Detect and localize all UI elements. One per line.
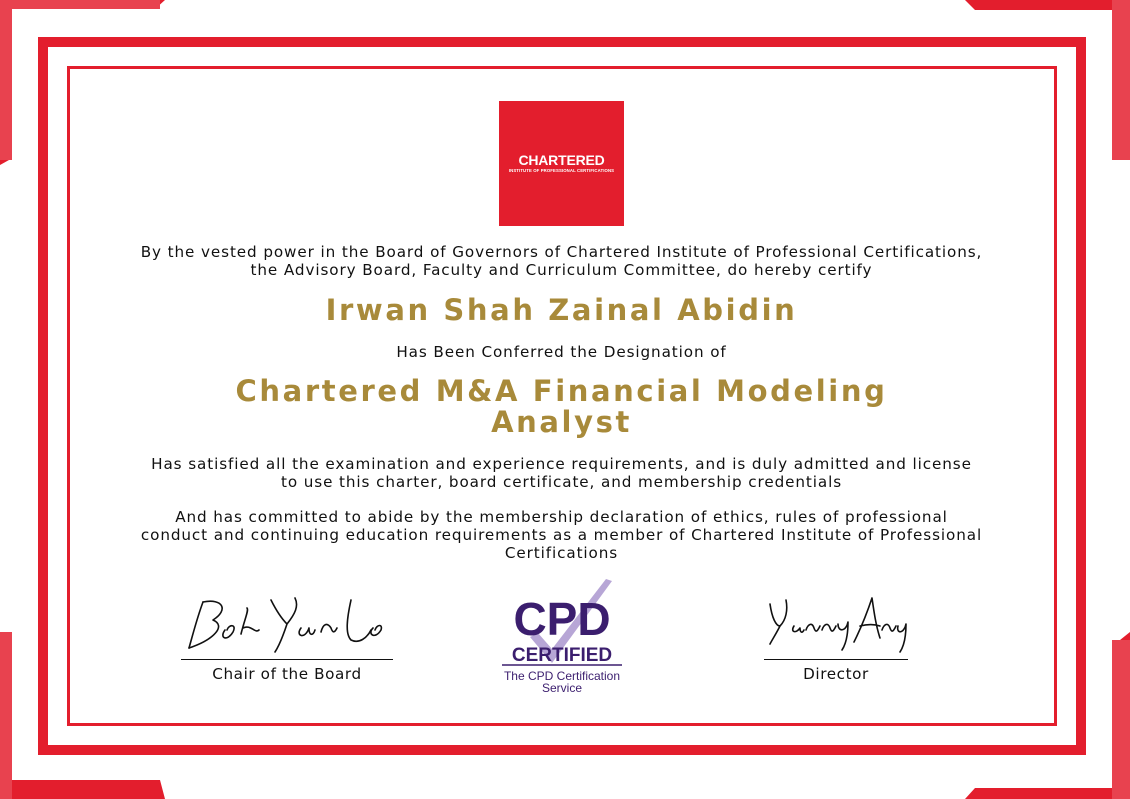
requirements-text: Has satisfied all the examination and experience requirements, and is duly admitted and license to use this charter, board certificate, and membership credentials bbox=[151, 455, 972, 491]
recipient-name: Irwan Shah Zainal Abidin bbox=[325, 293, 798, 327]
chair-title: Chair of the Board bbox=[212, 665, 362, 683]
director-signature bbox=[764, 590, 910, 658]
chair-signature bbox=[183, 590, 393, 658]
preamble-text: By the vested power in the Board of Governors of Chartered Institute of Professional Certifications, the Advisory Board, Faculty and Curriculum Committee, do hereby certify bbox=[140, 243, 983, 279]
conferred-text: Has Been Conferred the Designation of bbox=[396, 343, 727, 361]
cpd-certified-label: CERTIFIED bbox=[511, 645, 613, 666]
logo-wordmark: CHARTERED bbox=[518, 152, 605, 168]
director-signature-line bbox=[764, 659, 908, 660]
commitment-text: And has committed to abide by the membership declaration of ethics, rules of professional conduct and continuing education requirements as a member of Chartered Institute of Professional Certifications bbox=[140, 508, 983, 562]
designation-title: Chartered M&A Financial Modeling Analyst bbox=[235, 374, 888, 439]
director-title: Director bbox=[803, 665, 869, 683]
cpd-mark: CPD bbox=[513, 593, 611, 645]
cpd-certified-badge bbox=[494, 577, 630, 697]
cpd-service-line-2: Service bbox=[541, 681, 583, 695]
chartered-logo bbox=[499, 101, 624, 226]
chair-signature-line bbox=[181, 659, 393, 660]
cpd-service-line-1: The CPD Certification bbox=[503, 669, 621, 683]
logo-subtitle: INSTITUTE OF PROFESSIONAL CERTIFICATIONS bbox=[508, 168, 615, 173]
